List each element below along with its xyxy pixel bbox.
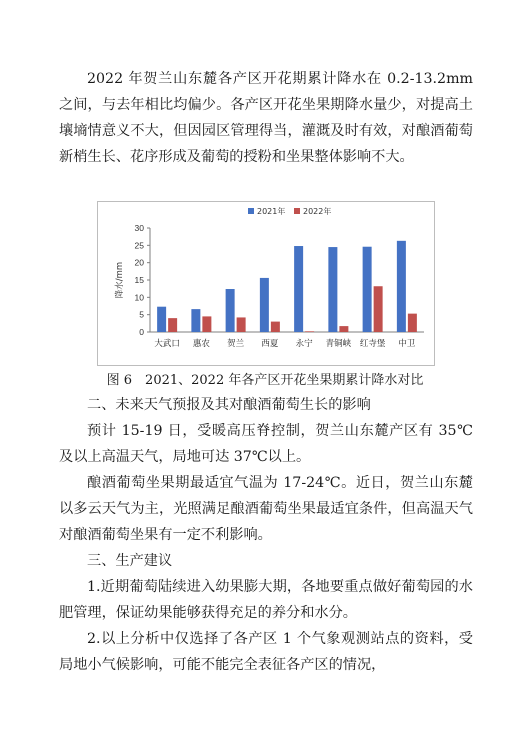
bar-2022 (237, 317, 246, 332)
bar-2022 (168, 318, 177, 332)
bar-2021 (157, 307, 166, 332)
bar-2021 (226, 289, 235, 332)
y-tick-label: 25 (134, 240, 144, 251)
legend-label: 2021年 (257, 207, 286, 216)
section-heading-forecast: 二、未来天气预报及其对酿酒葡萄生长的影响 (87, 397, 371, 413)
bar-2021 (397, 241, 406, 332)
y-tick-label: 30 (134, 223, 144, 233)
x-tick-label: 西夏 (261, 339, 279, 349)
bar-2022 (271, 322, 280, 332)
legend-swatch (294, 208, 300, 214)
bar-2022 (339, 326, 348, 332)
bar-2021 (294, 246, 303, 332)
x-tick-label: 贺兰 (227, 339, 245, 349)
bar-2022 (305, 331, 314, 332)
suggestion-2-paragraph: 2.以上分析中仅选择了各产区 1 个气象观测站点的资料，受局地小气候影响，可能不能完全表征各产区的情况， (59, 631, 473, 673)
legend-swatch (248, 208, 254, 214)
y-tick-label: 15 (134, 275, 144, 285)
y-tick-label: 0 (139, 327, 144, 337)
bar-2021 (191, 309, 200, 332)
x-tick-label: 红寺堡 (359, 339, 386, 349)
bar-2022 (408, 314, 417, 332)
x-tick-label: 永宁 (295, 339, 313, 349)
y-tick-label: 10 (134, 292, 144, 303)
y-tick-label: 5 (139, 309, 144, 320)
section-heading-suggestions: 三、生产建议 (87, 553, 173, 569)
suggestion-1-paragraph: 1.近期葡萄陆续进入幼果膨大期，各地要重点做好葡萄园的水肥管理，保证幼果能够获得充足的养分和水分。 (59, 579, 473, 621)
x-tick-label: 青铜峡 (325, 339, 352, 349)
temperature-paragraph: 酿酒葡萄坐果期最适宜气温为 17-24℃。近日，贺兰山东麓以多云天气为主，光照满足酿酒葡萄坐果最适宜条件，但高温天气对酿酒葡萄坐果有一定不利影响。 (59, 475, 473, 543)
intro-paragraph: 2022 年贺兰山东麓各产区开花期累计降水在 0.2-13.2mm 之间，与去年相比均偏少。各产区开花坐果期降水量少，对提高土壤墒情意义不大，但因园区管理得当，灌溉及时有效，对酿酒葡萄新梢生长、花序形成及葡萄的授粉和坐果整体影响不大。 (59, 71, 473, 165)
bar-2021 (260, 278, 269, 332)
y-axis-label: 降水/mm (115, 261, 125, 299)
figure-caption: 图 6 2021、2022 年各产区开花坐果期累计降水对比 (106, 373, 424, 388)
bar-2021 (363, 247, 372, 332)
bar-2022 (202, 316, 211, 332)
legend-label: 2022年 (303, 207, 332, 216)
bar-2021 (328, 247, 337, 332)
forecast-paragraph: 预计 15-19 日，受暖高压脊控制，贺兰山东麓产区有 35℃及以上高温天气，局地可达 37℃以上。 (59, 423, 473, 465)
x-tick-label: 惠农 (192, 339, 210, 349)
y-tick-label: 20 (134, 257, 144, 268)
bar-2022 (374, 286, 383, 332)
rainfall-chart (97, 201, 435, 366)
x-tick-label: 中卫 (398, 339, 416, 349)
x-tick-label: 大武口 (154, 339, 180, 349)
rainfall-chart-svg (98, 202, 434, 365)
